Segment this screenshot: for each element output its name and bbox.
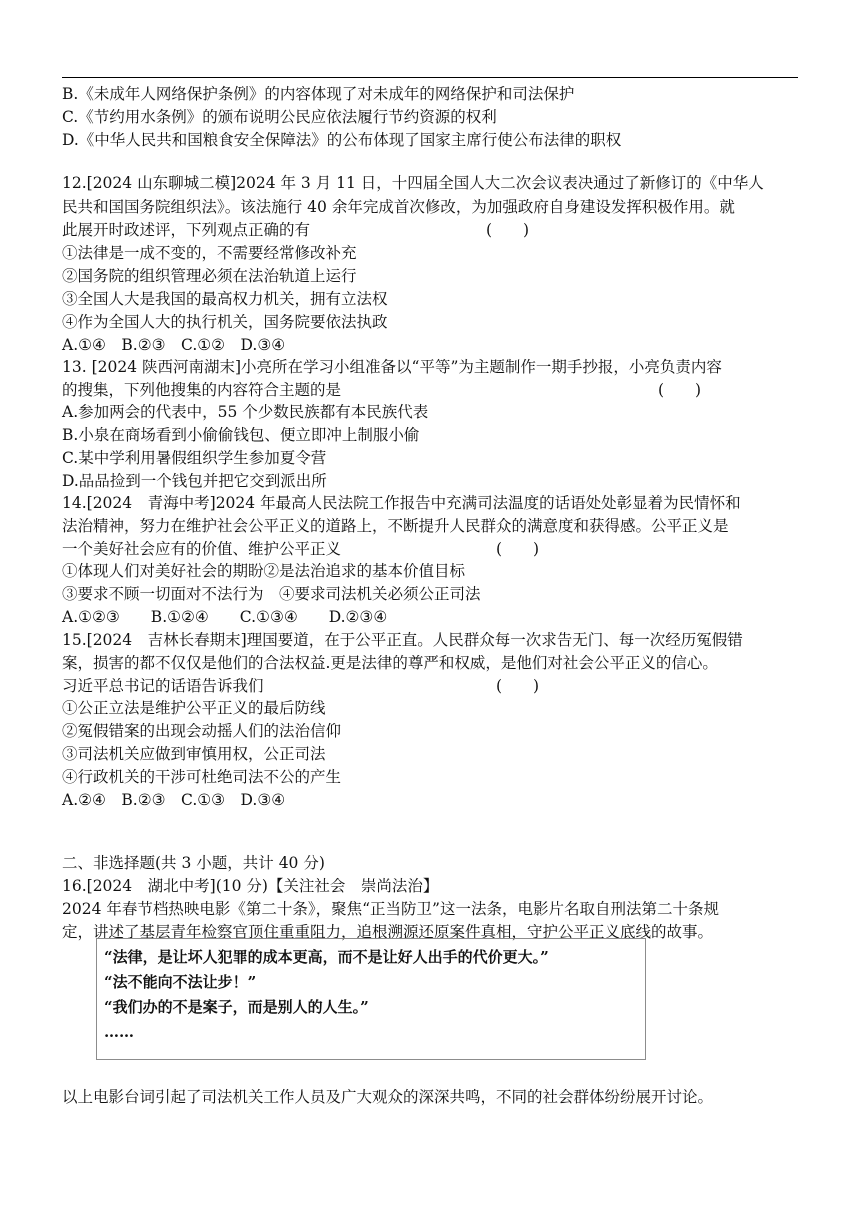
q14-items-line-1: ①体现人们对美好社会的期盼②是法治追求的基本价值目标 <box>62 562 466 580</box>
q12-stem-line-3: 此展开时政述评，下列观点正确的有 <box>62 221 311 239</box>
header-rule <box>62 77 798 78</box>
q12-stem-line-2: 民共和国国务院组织法》。该法施行 40 余年完成首次修改，为加强政府自身建设发挥积极作用。就 <box>62 198 735 216</box>
q13-stem-line-2: 的搜集，下列他搜集的内容符合主题的是 <box>62 381 342 399</box>
q13-option-c: C.某中学利用暑假组织学生参加夏令营 <box>62 449 327 467</box>
q15-item-3: ③司法机关应做到审慎用权，公正司法 <box>62 745 326 763</box>
q14-items-line-2: ③要求不顾一切面对不法行为 ④要求司法机关必须公正司法 <box>62 585 481 603</box>
q14-stem-line-1: 14.[2024 青海中考]2024 年最高人民法院工作报告中充满司法温度的话语处处彰显着为民情怀和 <box>62 494 741 512</box>
q15-stem-line-3: 习近平总书记的话语告诉我们 <box>62 677 264 695</box>
q16-paragraph-line-1: 2024 年春节档热映电影《第二十条》，聚焦“正当防卫”这一法条，电影片名取自刑法第二十条规 <box>62 900 719 918</box>
q14-answer-bracket: ( ) <box>496 540 540 558</box>
q15-options: A.②④ B.②③ C.①③ D.③④ <box>62 791 286 809</box>
movie-quote-2: “法不能向不法让步！” <box>104 973 257 991</box>
q16-heading: 16.[2024 湖北中考](10 分)【关注社会 崇尚法治】 <box>62 877 439 895</box>
q15-stem-line-1: 15.[2024 吉林长春期末]理国要道，在于公平正直。人民群众每一次求告无门、每一次经历冤假错 <box>62 631 743 649</box>
q11-option-b: B.《未成年人网络保护条例》的内容体现了对未成年的网络保护和司法保护 <box>62 85 575 103</box>
q13-answer-bracket: ( ) <box>658 381 702 399</box>
q14-stem-line-3: 一个美好社会应有的价值、维护公平正义 <box>62 540 342 558</box>
q13-stem-line-1: 13. [2024 陕西河南湖末]小亮所在学习小组准备以“平等”为主题制作一期手抄报，小亮负责内容 <box>62 358 722 376</box>
q12-item-4: ④作为全国人大的执行机关，国务院要依法执政 <box>62 313 388 331</box>
q12-options: A.①④ B.②③ C.①② D.③④ <box>62 336 286 354</box>
q11-option-d: D.《中华人民共和国粮食安全保障法》的公布体现了国家主席行使公布法律的职权 <box>62 131 622 149</box>
movie-quote-3: “我们办的不是案子，而是别人的人生。” <box>104 998 369 1016</box>
q15-item-1: ①公正立法是维护公平正义的最后防线 <box>62 699 326 717</box>
q14-options: A.①②③ B.①②④ C.①③④ D.②③④ <box>62 608 388 626</box>
q16-paragraph-line-2: 定，讲述了基层青年检察官顶住重重阻力，追根溯源还原案件真相，守护公平正义底线的故事。 <box>62 923 714 941</box>
q12-item-2: ②国务院的组织管理必须在法治轨道上运行 <box>62 267 357 285</box>
q15-item-4: ④行政机关的干涉可杜绝司法不公的产生 <box>62 768 342 786</box>
movie-quote-ellipsis: …… <box>104 1023 134 1041</box>
q12-stem-line-1: 12.[2024 山东聊城二模]2024 年 3 月 11 日，十四届全国人大二次会议表决通过了新修订的《中华人 <box>62 174 764 192</box>
q12-answer-bracket: ( ) <box>486 221 530 239</box>
q16-after-text: 以上电影台词引起了司法机关工作人员及广大观众的深深共鸣，不同的社会群体纷纷展开讨论。 <box>62 1088 714 1106</box>
q12-item-1: ①法律是一成不变的，不需要经常修改补充 <box>62 244 357 262</box>
q15-answer-bracket: ( ) <box>496 677 540 695</box>
q15-stem-line-2: 案，损害的都不仅仅是他们的合法权益.更是法律的尊严和权威，是他们对社会公平正义的信心。 <box>62 654 718 672</box>
q13-option-b: B.小泉在商场看到小偷偷钱包、便立即冲上制服小偷 <box>62 426 420 444</box>
q13-option-d: D.品品捡到一个钱包并把它交到派出所 <box>62 472 327 490</box>
q11-option-c: C.《节约用水条例》的颁布说明公民应依法履行节约资源的权利 <box>62 108 497 126</box>
q12-item-3: ③全国人大是我国的最高权力机关，拥有立法权 <box>62 290 388 308</box>
q14-stem-line-2: 法治精神，努力在维护社会公平正义的道路上，不断提升人民群众的满意度和获得感。公平正义是 <box>62 517 729 535</box>
section-title: 二、非选择题(共 3 小题，共计 40 分) <box>62 854 325 872</box>
q15-item-2: ②冤假错案的出现会动摇人们的法治信仰 <box>62 722 342 740</box>
q13-option-a: A.参加两会的代表中，55 个少数民族都有本民族代表 <box>62 403 429 421</box>
movie-quote-1: “法律，是让坏人犯罪的成本更高，而不是让好人出手的代价更大。” <box>104 948 549 966</box>
